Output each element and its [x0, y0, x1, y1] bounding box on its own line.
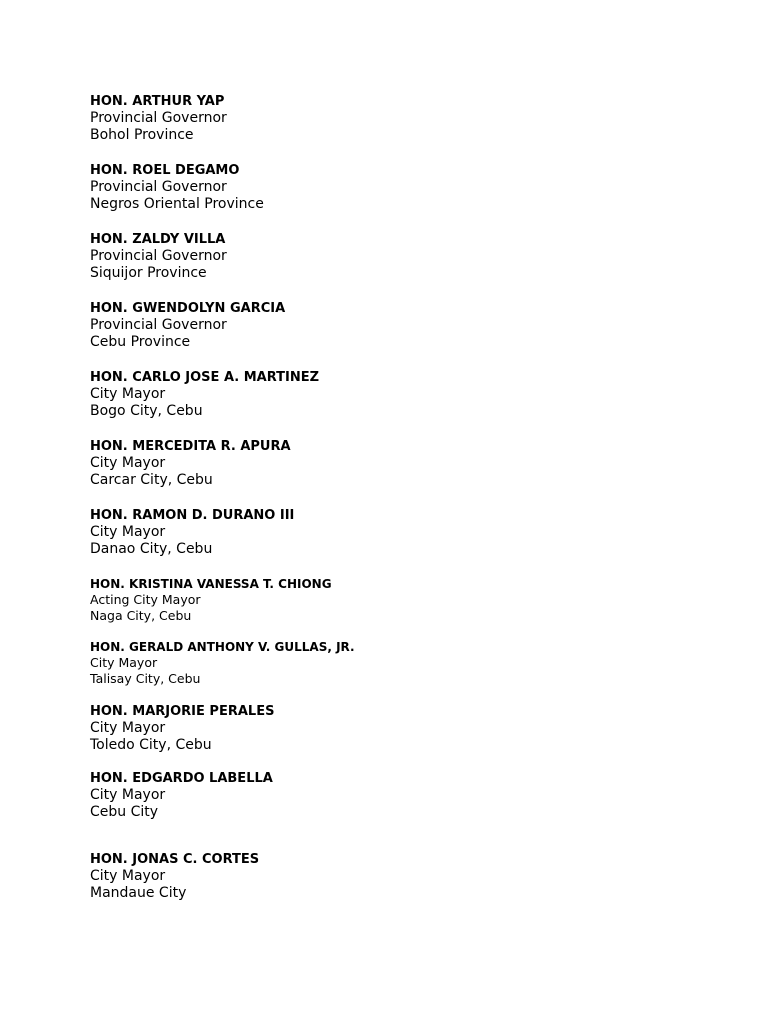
official-name: HON. GERALD ANTHONY V. GULLAS, JR. — [90, 640, 355, 654]
official-location: Negros Oriental Province — [90, 196, 264, 212]
official-name: HON. ARTHUR YAP — [90, 94, 225, 109]
official-name: HON. ROEL DEGAMO — [90, 163, 240, 178]
official-location: Toledo City, Cebu — [90, 737, 212, 753]
official-name: HON. CARLO JOSE A. MARTINEZ — [90, 370, 320, 385]
official-location: Danao City, Cebu — [90, 541, 213, 557]
official-name: HON. EDGARDO LABELLA — [90, 771, 273, 786]
official-title: Acting City Mayor — [90, 592, 201, 607]
official-title: City Mayor — [90, 524, 166, 540]
official-entry — [90, 162, 710, 213]
official-entry — [90, 93, 710, 144]
official-entry — [90, 231, 710, 282]
official-location: Naga City, Cebu — [90, 607, 192, 623]
official-entry — [90, 770, 710, 821]
official-location: Cebu City — [90, 804, 159, 820]
official-entry — [90, 507, 710, 558]
official-location: Carcar City, Cebu — [90, 472, 213, 488]
official-title: Provincial Governor — [90, 317, 227, 333]
official-name: HON. JONAS C. CORTES — [90, 852, 260, 867]
official-entry — [90, 639, 710, 686]
official-entry — [90, 438, 710, 489]
official-location: Cebu Province — [90, 334, 191, 350]
official-name: HON. MARJORIE PERALES — [90, 704, 275, 719]
official-entry — [90, 703, 710, 754]
official-name: HON. MERCEDITA R. APURA — [90, 439, 291, 454]
official-entry — [90, 576, 710, 623]
official-location: Talisay City, Cebu — [90, 670, 201, 686]
official-title: Provincial Governor — [90, 248, 227, 264]
official-entry — [90, 851, 710, 902]
official-entry — [90, 300, 710, 351]
official-location: Bohol Province — [90, 127, 194, 143]
official-name: HON. GWENDOLYN GARCIA — [90, 301, 286, 316]
official-title: Provincial Governor — [90, 179, 227, 195]
official-name: HON. RAMON D. DURANO III — [90, 508, 295, 523]
official-title: City Mayor — [90, 720, 166, 736]
official-location: Siquijor Province — [90, 265, 207, 281]
official-name: HON. KRISTINA VANESSA T. CHIONG — [90, 577, 332, 591]
official-location: Mandaue City — [90, 885, 187, 901]
official-title: Provincial Governor — [90, 110, 227, 126]
official-title: City Mayor — [90, 868, 166, 884]
official-entry — [90, 369, 710, 420]
official-title: City Mayor — [90, 655, 158, 670]
official-location: Bogo City, Cebu — [90, 403, 203, 419]
official-title: City Mayor — [90, 787, 166, 803]
official-name: HON. ZALDY VILLA — [90, 232, 226, 247]
official-title: City Mayor — [90, 455, 166, 471]
official-title: City Mayor — [90, 386, 166, 402]
